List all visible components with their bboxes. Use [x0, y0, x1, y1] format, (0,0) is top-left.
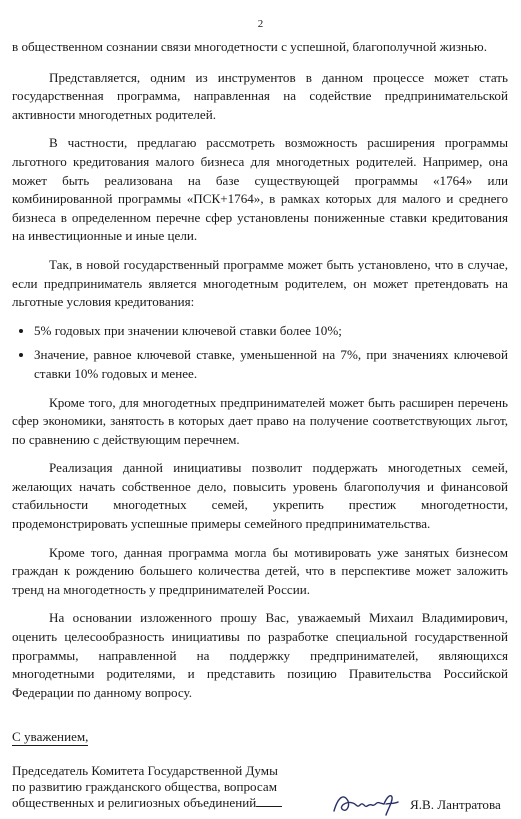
signatory-name: Я.В. Лантратова	[410, 797, 501, 812]
list-item-text: Значение, равное ключевой ставке, уменьшенной на 7%, при значениях ключевой ставки 10% годовых и менее.	[34, 347, 508, 381]
paragraph-implementation: Реализация данной инициативы позволит поддержать многодетных семей, желающих начать собственное дело, повысить уровень благополучия и финансовой стабильности многодетных семей, укрепить престиж многодетности, продемонстрировать успешные примеры семейного предпринимательства.	[12, 460, 508, 532]
paragraph-instrument: Представляется, одним из инструментов в данном процессе может стать государственная программа, направленная на содействие предпринимательской активности многодетных родителей.	[12, 69, 508, 122]
paragraph-motivation: Кроме того, данная программа могла бы мотивировать уже занятых бизнесом граждан к рождению большего количества детей, что в перспективе может заложить тренд на многодетность у предпринимателей России.	[12, 544, 508, 597]
bullet-icon	[19, 353, 23, 357]
credit-conditions-list	[12, 322, 508, 384]
signatory-title-line-1: Председатель Комитета Государственной Думы	[12, 763, 278, 778]
list-item	[12, 322, 508, 341]
signature-block	[12, 763, 508, 811]
list-item-text: 5% годовых при значении ключевой ставки более 10%;	[34, 322, 342, 338]
paragraph-new-program: Так, в новой государственный программе может быть установлено, что в случае, если предприниматель является многодетным родителем, он может претендовать на льготные условия кредитования:	[12, 256, 508, 310]
letter-body	[12, 38, 508, 811]
page-number: 2	[257, 18, 264, 30]
signature-underline	[256, 805, 282, 807]
handwritten-signature	[330, 787, 402, 819]
paragraph-credit-program: В частности, предлагаю рассмотреть возможность расширения программы льготного кредитования малого бизнеса для многодетных родителей. Например, она может быть реализована на базе существующей программы «1764» или комбинированной программы «ПСК+1764», в рамках которых для малого и среднего бизнеса в определенном перечне сфер установлены пониженные ставки кредитования на инвестиционные и иные цели.	[12, 135, 508, 244]
bullet-icon	[19, 329, 23, 333]
list-item	[12, 346, 508, 383]
paragraph-economy-sectors: Кроме того, для многодетных предпринимателей может быть расширен перечень сфер экономики, занятость в которых дает право на получение соответствующих льгот, по сравнению с действующим перечнем.	[12, 394, 508, 447]
signatory-title-line-3-text: общественных и религиозных объединений	[12, 795, 257, 810]
paragraph-continuation: в общественном сознании связи многодетности с успешной, благополучной жизнью.	[12, 39, 487, 54]
closing-greeting: С уважением,	[12, 729, 89, 745]
paragraph-request: На основании изложенного прошу Вас, уважаемый Михаил Владимирович, оценить целесообразность инициативы по разработке специальной государственной программы, направленной на поддержку предпринимателей, являющихся многодетными родителями, и представить позицию Правительства Российской Федерации по данному вопросу.	[12, 610, 508, 700]
signatory-title-line-2: по развитию гражданского общества, вопросам	[12, 779, 277, 794]
